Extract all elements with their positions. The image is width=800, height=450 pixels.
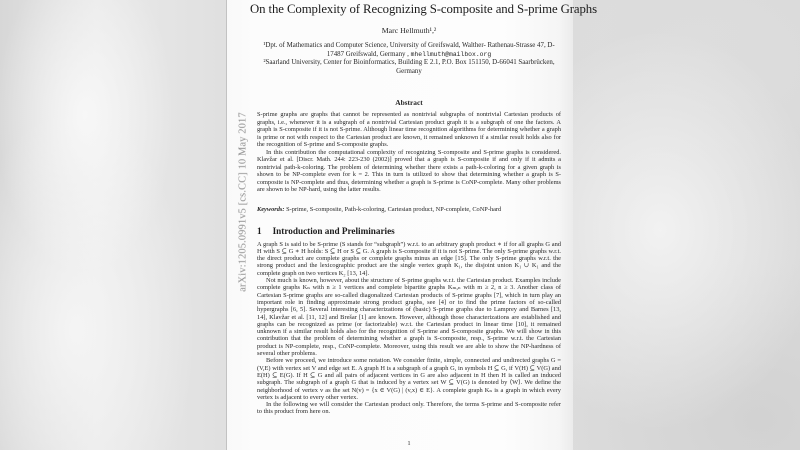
affiliation-2: ²Saarland University, Center for Bioinformatics, Building E 2.1, P.O. Box 151150, D-66041 Saarbrücken, Germany: [263, 59, 555, 75]
body-paragraph-4: In the following we will consider the Cartesian product only. Therefore, the terms S-prime and S-composite refer to this product from here on.: [257, 401, 561, 416]
keywords-label: Keywords:: [257, 205, 285, 213]
paper-page: [226, 0, 597, 450]
affiliation-1: ¹Dpt. of Mathematics and Computer Science, University of Greifswald, Walther- Rathenau-Strasse 47, D-17487 Greifswald, Germany ,: [263, 42, 555, 58]
page-number: 1: [407, 440, 411, 447]
abstract-paragraph-1: S-prime graphs are graphs that cannot be represented as nontrivial subgraphs of nontrivial Cartesian products of graphs, i.e., whenever it is a subgraph of a nontrivial Cartesian product graph it is a subgraph of one the factors. A graph is S-composite if it is not S-prime. Although linear time recognition algorithms for determining whether a graph is prime or not with respect to the Cartesian product are known, it remained unknown if a similar result holds also for the recognition of S-prime and S-composite graphs.: [257, 111, 561, 149]
abstract-heading: Abstract: [395, 98, 423, 108]
abstract-paragraph-2: In this contribution the computational complexity of recognizing S-composite and S-prime graphs is considered. Klavžar et al. [Discr. Math. 244: 223-230 (2002)] proved that a graph is S-composite if and only if it admits a nontrivial path-k-coloring. The problem of determining whether there exists a path-k-coloring for a given graph is shown to be NP-complete even for k = 2. This in turn is utilized to show that determining whether a graph is S-composite is NP-complete and thus, determining whether a graph is S-prime is CoNP-complete. Many other problems are shown to be NP-hard, using the latter results.: [257, 148, 561, 194]
keywords-line: [257, 206, 561, 213]
paper-title: On the Complexity of Recognizing S-composite and S-prime Graphs: [250, 2, 597, 16]
arxiv-sidebar-stamp: arXiv:1205.0991v5 [cs.CC] 10 May 2017: [237, 112, 249, 292]
author-email: mhellmuth@mailbox.org: [410, 50, 492, 58]
body-paragraph-2: Not much is known, however, about the structure of S-prime graphs w.r.t. the Cartesian product. Examples include complete graphs Kₙ with n ≥ 1 vertices and complete bipartite graphs Kₘ,ₙ with m ≥ 2, n ≥ 3. Another class of Cartesian S-prime graphs are so-called diagonalized Cartesian products of S-prime graphs [7], which in turn play an important role in finding approximate strong product graphs, see [4] or to find the prime factors of so-called hypergraphs [6, 5]. Several interesting characterizations of (basic) S-prime graphs due to Lamprey and Barnes [13, 14], Klavžar et al. [11, 12] and Brešar [1] are known. However, although those characterizations are established and graphs can be recognized as prime (or factorizable) w.r.t. the Cartesian product in linear time [10], it remained unknown if a similar result holds also for the recognition of S-prime and S-composite graphs. We will show in this contribution that the problem of determining whether a graph is S-composite, resp., S-prime w.r.t. the Cartesian product is NP-complete, resp., CoNP-complete. Moreover, using this result we are able to show the NP-hardness of several other problems.: [257, 277, 561, 358]
keywords-text: S-prime, S-composite, Path-k-coloring, Cartesian product, NP-complete, CoNP-hard: [286, 205, 502, 213]
paper-content: [250, 0, 597, 416]
body-paragraph-3: Before we proceed, we introduce some notation. We consider finite, simple, connected and undirected graphs G = (V,E) with vertex set V and edge set E. A graph H is a subgraph of a graph G, in symbols H ⊆ G, if V(H) ⊆ V(G) and E(H) ⊆ E(G). If H ⊆ G and all pairs of adjacent vertices in G are also adjacent in H then H is called an induced subgraph. The subgraph of a graph G that is induced by a vertex set W ⊆ V(G) is denoted by ⟨W⟩. We define the neighborhood of vertex v as the set N(v) = {x ∈ V(G) | (v,x) ∈ E}. A complete graph Kₙ is a graph in which every vertex is adjacent to every other vertex.: [257, 357, 561, 401]
section-title: Introduction and Preliminaries: [272, 225, 395, 236]
abstract-body: [257, 111, 561, 193]
affiliations-block: [257, 42, 561, 76]
section-1-body: [257, 241, 561, 416]
body-paragraph-1: A graph S is said to be S-prime (S stands for “subgraph”) w.r.t. to an arbitrary graph product ∗ if for all graphs G and H with S ⊆ G ∗ H holds: S ⊆ H or S ⊆ G. A graph is S-composite if it is not S-prime. The only S-prime graphs w.r.t. the direct product are complete graphs or complete graphs minus an edge [15]. The only S-prime graphs w.r.t. the strong product and the lexicographic product are the single vertex graph K₁, the disjoint union K₁ ∪ K₁ and the complete graph on two vertices K₂ [13, 14].: [257, 240, 561, 277]
author-line: Marc Hellmuth¹,²: [381, 26, 437, 35]
section-1-heading: [257, 226, 561, 236]
section-number: 1: [257, 225, 262, 236]
